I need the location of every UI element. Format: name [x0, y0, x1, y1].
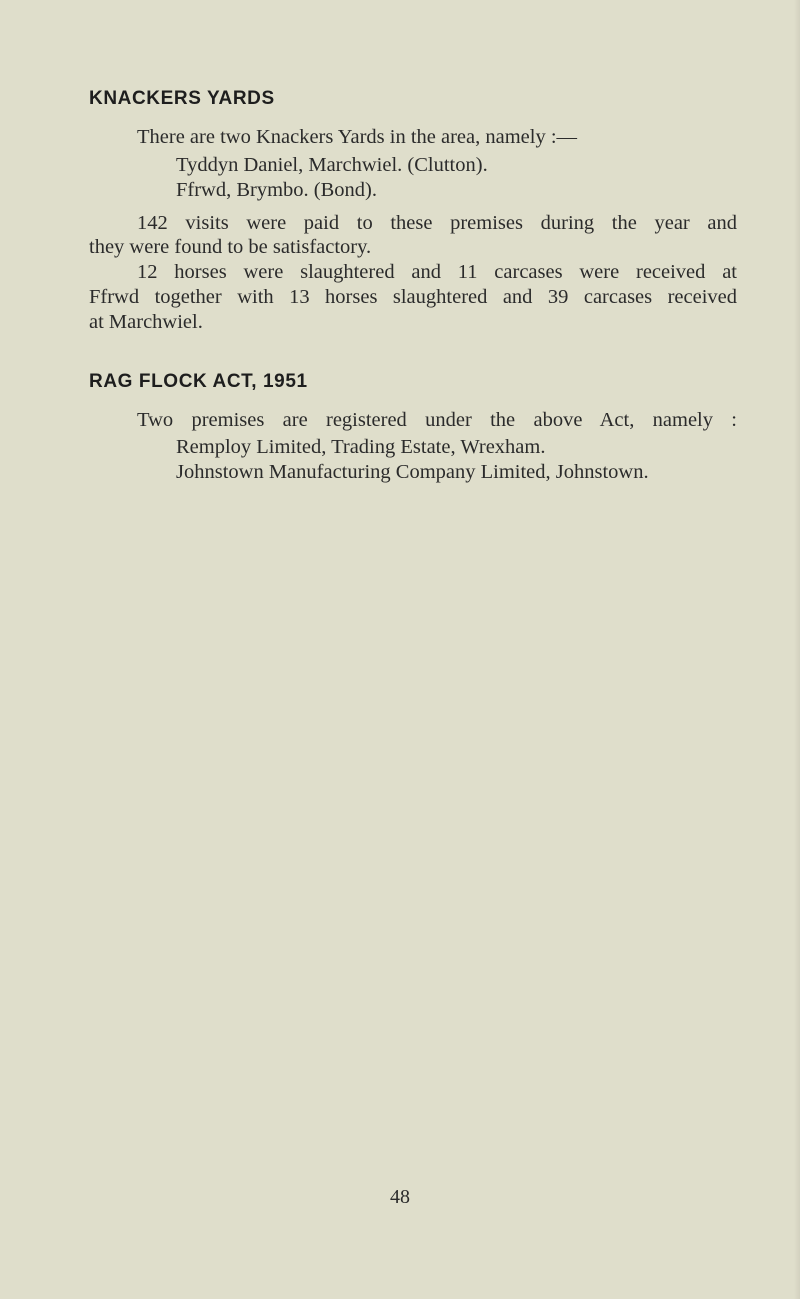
rag-flock-premises-item: Johnstown Manufacturing Company Limited, Johnstown.	[176, 461, 649, 483]
knackers-yard-list	[176, 154, 488, 202]
knackers-yard-item: Tyddyn Daniel, Marchwiel. (Clutton).	[176, 154, 488, 176]
knackers-visits-paragraph	[89, 212, 737, 259]
rag-flock-intro	[137, 409, 737, 432]
page-edge-shadow	[794, 0, 800, 1299]
rag-flock-intro-text: Two premises are registered under the above Act, namely :	[137, 409, 737, 431]
knackers-intro	[137, 126, 737, 149]
knackers-horses-paragraph	[89, 261, 737, 334]
knackers-visits-line: 142 visits were paid to these premises during the year and	[137, 212, 737, 234]
page-number: 48	[390, 1186, 410, 1208]
rag-flock-premises-item: Remploy Limited, Trading Estate, Wrexham.	[176, 436, 546, 458]
knackers-horses-line: Ffrwd together with 13 horses slaughtered and 39 carcases received	[89, 286, 737, 308]
rag-flock-heading: RAG FLOCK ACT, 1951	[89, 371, 308, 392]
knackers-visits-line: they were found to be satisfactory.	[89, 236, 372, 258]
knackers-horses-line: at Marchwiel.	[89, 311, 203, 333]
knackers-horses-line: 12 horses were slaughtered and 11 carcases were received at	[137, 261, 737, 283]
knackers-yard-item: Ffrwd, Brymbo. (Bond).	[176, 179, 378, 201]
knackers-yards-heading: KNACKERS YARDS	[89, 88, 275, 109]
knackers-intro-text: There are two Knackers Yards in the area, namely :—	[137, 126, 578, 148]
rag-flock-premises-list	[176, 436, 649, 484]
